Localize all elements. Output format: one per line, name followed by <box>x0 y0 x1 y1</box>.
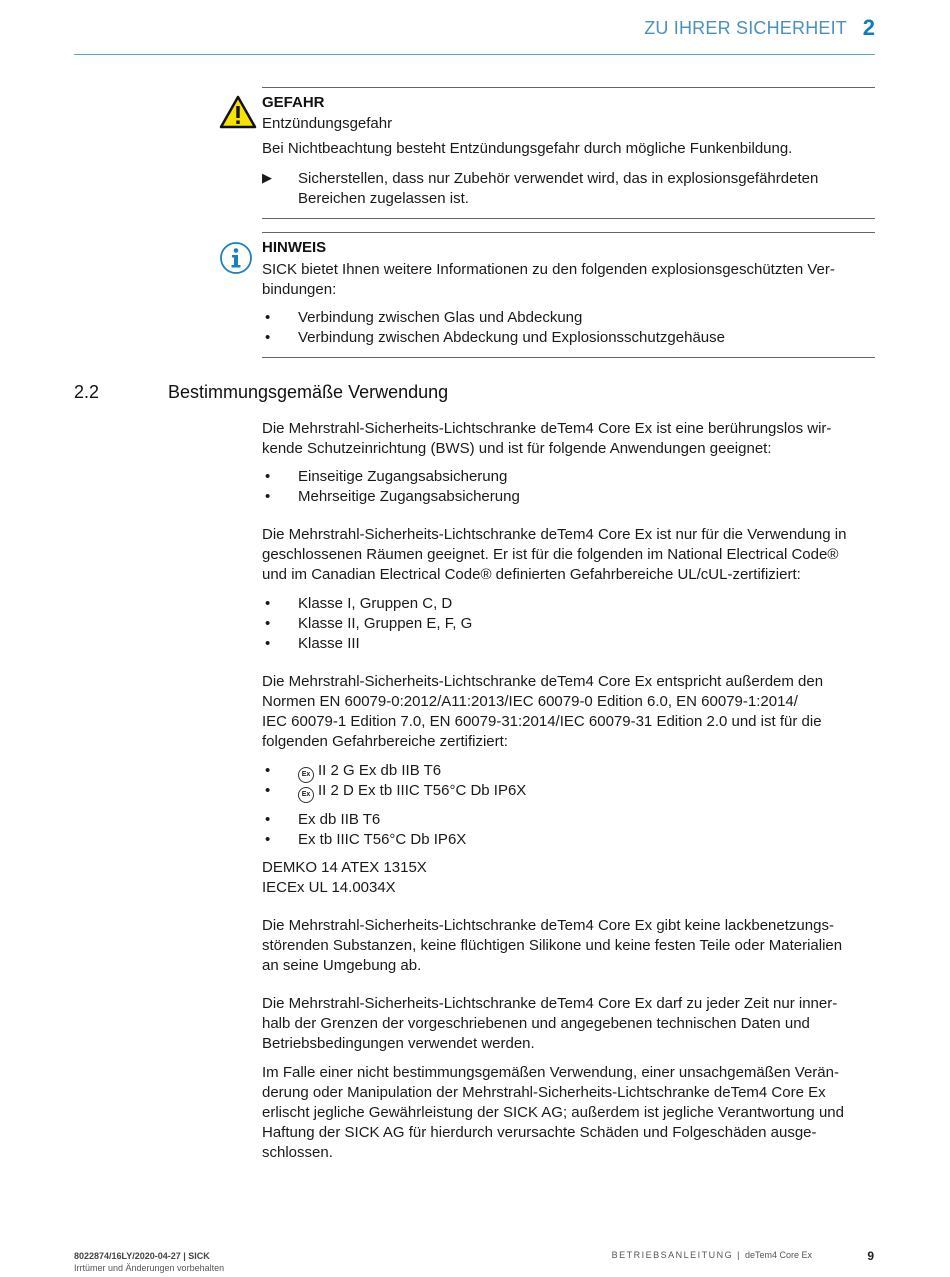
list4-item-1: Ex db IIB T6 <box>298 811 381 828</box>
bullet: • <box>265 488 271 505</box>
list1-item-1: Einseitige Zugangsabsicherung <box>298 468 508 485</box>
ex-marking-icon: Ex <box>298 787 314 803</box>
footer-doc-id: 8022874/16LY/2020-04-27 | SICK <box>74 1251 210 1261</box>
warning-triangle-icon <box>219 95 257 129</box>
para3-line-3: IEC 60079-1 Edition 7.0, EN 60079-31:2014/IEC 60079-31 Edition 2.0 und ist für die <box>262 713 822 730</box>
bullet: • <box>265 811 271 828</box>
list4-item-2: Ex tb IIIC T56°C Db IP6X <box>298 831 467 848</box>
danger-title: GEFAHR <box>262 94 325 111</box>
list3-item-2-text: II 2 D Ex tb IIIC T56°C Db IP6X <box>318 782 527 799</box>
list3-item-2 <box>298 781 526 803</box>
ex-marking-icon: Ex <box>298 767 314 783</box>
footer-right <box>612 1250 812 1260</box>
bullet: • <box>265 309 271 326</box>
para3-line-1: Die Mehrstrahl-Sicherheits-Lichtschranke deTem4 Core Ex entspricht außerdem den <box>262 673 824 690</box>
para3-line-4: folgenden Gefahrbereiche zertifiziert: <box>262 733 508 750</box>
para6-line-1: Im Falle einer nicht bestimmungsgemäßen Verwendung, einer unsachgemäßen Verän- <box>262 1064 839 1081</box>
para5-line-2: halb der Grenzen der vorgeschriebenen und angegebenen technischen Daten und <box>262 1015 810 1032</box>
para3-line-2: Normen EN 60079-0:2012/A11:2013/IEC 60079-0 Edition 6.0, EN 60079-1:2014/ <box>262 693 798 710</box>
cert-atex: DEMKO 14 ATEX 1315X <box>262 859 427 876</box>
para6-line-4: Haftung der SICK AG für hierdurch verursachte Schäden und Folgeschäden ausge- <box>262 1124 817 1141</box>
list2-item-1: Klasse I, Gruppen C, D <box>298 595 453 612</box>
bullet: • <box>265 762 271 779</box>
cert-iecex: IECEx UL 14.0034X <box>262 879 396 896</box>
bullet: • <box>265 468 271 485</box>
bullet: • <box>265 831 271 848</box>
bullet: • <box>265 329 271 346</box>
danger-action-line-1: Sicherstellen, dass nur Zubehör verwendet wird, das in explosionsgefährdeten <box>298 170 819 187</box>
para6-line-2: derung oder Manipulation der Mehrstrahl-Sicherheits-Lichtschranke deTem4 Core Ex <box>262 1084 826 1101</box>
notice-bottom-rule <box>262 218 875 219</box>
danger-subtitle: Entzündungsgefahr <box>262 115 393 132</box>
note-item-1: Verbindung zwischen Glas und Abdeckung <box>298 309 583 326</box>
para1-line-2: kende Schutzeinrichtung (BWS) und ist für folgende Anwendungen geeignet: <box>262 440 772 457</box>
footer-left <box>74 1250 224 1274</box>
bullet: • <box>265 635 271 652</box>
list2-item-3: Klasse III <box>298 635 360 652</box>
danger-text: Bei Nichtbeachtung besteht Entzündungsgefahr durch mögliche Funkenbildung. <box>262 140 793 157</box>
page-header <box>74 0 875 55</box>
bullet: • <box>265 595 271 612</box>
list3-item-1-text: II 2 G Ex db IIB T6 <box>318 762 442 779</box>
footer-disclaimer: Irrtümer und Änderungen vorbehalten <box>74 1263 225 1273</box>
section-title: Bestimmungsgemäße Verwendung <box>168 382 449 402</box>
bullet: • <box>265 615 271 632</box>
para6-line-5: schlossen. <box>262 1144 333 1161</box>
page-number: 9 <box>867 1249 874 1263</box>
para2-line-3: und im Canadian Electrical Code® definierten Gefahrbereiche UL/cUL-zertifiziert: <box>262 566 801 583</box>
list3-item-1 <box>298 761 441 783</box>
bullet: • <box>265 782 271 799</box>
notice-top-rule <box>262 87 875 88</box>
notice-top-rule <box>262 232 875 233</box>
para4-line-1: Die Mehrstrahl-Sicherheits-Lichtschranke deTem4 Core Ex gibt keine lackbenetzungs- <box>262 917 834 934</box>
info-notice <box>262 232 875 358</box>
note-item-2: Verbindung zwischen Abdeckung und Explosionsschutzgehäuse <box>298 329 725 346</box>
para2-line-2: geschlossenen Räumen geeignet. Er ist für die folgenden im National Electrical Code® <box>262 546 839 563</box>
danger-notice <box>262 87 875 219</box>
danger-action-line-2: Bereichen zugelassen ist. <box>298 190 469 207</box>
footer-manual: BETRIEBSANLEITUNG <box>611 1250 734 1260</box>
action-arrow-icon: ▶ <box>262 170 272 185</box>
info-icon <box>219 241 253 275</box>
note-line-1: SICK bietet Ihnen weitere Informationen zu den folgenden explosionsgeschützten Ver- <box>262 261 835 278</box>
para4-line-3: an seine Umgebung ab. <box>262 957 422 974</box>
list2-item-2: Klasse II, Gruppen E, F, G <box>298 615 473 632</box>
para5-line-3: Betriebsbedingungen verwendet werden. <box>262 1035 535 1052</box>
note-title: HINWEIS <box>262 239 327 256</box>
footer-separator: | <box>733 1250 745 1260</box>
footer-product: deTem4 Core Ex <box>744 1250 812 1260</box>
chapter-title: ZU IHRER SICHERHEIT <box>644 18 847 38</box>
para1-line-1: Die Mehrstrahl-Sicherheits-Lichtschranke deTem4 Core Ex ist eine berührungslos wir- <box>262 420 832 437</box>
chapter-number: 2 <box>862 15 875 40</box>
note-line-2: bindungen: <box>262 281 337 298</box>
para4-line-2: störenden Substanzen, keine flüchtigen Silikone und keine festen Teile oder Materialien <box>262 937 843 954</box>
notice-bottom-rule <box>262 357 875 358</box>
para6-line-3: erlischt jegliche Gewährleistung der SICK AG; außerdem ist jegliche Verantwortung und <box>262 1104 844 1121</box>
para2-line-1: Die Mehrstrahl-Sicherheits-Lichtschranke deTem4 Core Ex ist nur für die Verwendung in <box>262 526 847 543</box>
section-number: 2.2 <box>74 382 100 402</box>
para5-line-1: Die Mehrstrahl-Sicherheits-Lichtschranke deTem4 Core Ex darf zu jeder Zeit nur inner- <box>262 995 838 1012</box>
list1-item-2: Mehrseitige Zugangsabsicherung <box>298 488 520 505</box>
